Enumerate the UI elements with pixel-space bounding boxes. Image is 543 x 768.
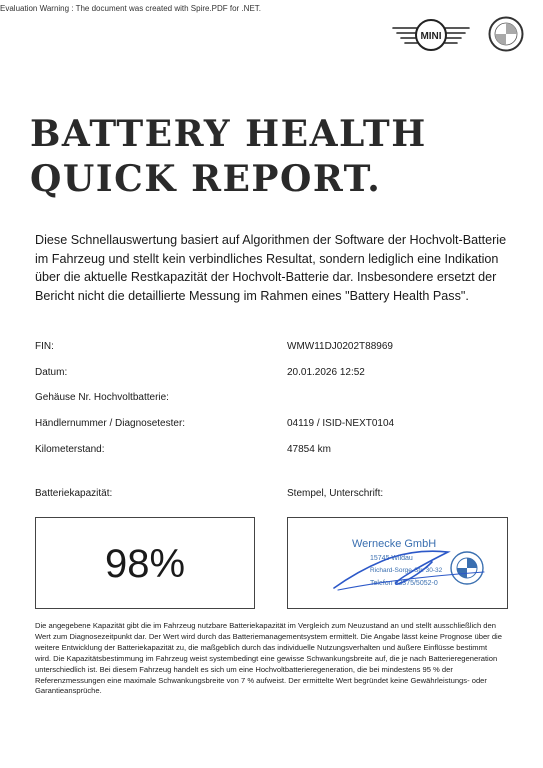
stamp-company: Wernecke GmbH	[352, 538, 437, 550]
disclaimer-paragraph: Die angegebene Kapazität gibt die im Fahrzeug nutzbare Batteriekapazität im Vergleich zum Neuzustand an und stellt ausschließlich den Wert zum Diagnosezeitpunkt dar. Der Wert wird durch das Batteriemanagementsystem ermittelt. Die Angabe lässt keine Prognose über die weitere Entwicklung der Batteriekapazität zu, die maßgeblich durch das individuelle Nutzungsverhalten und äußere Einflüsse bestimmt wird. Die Kapazitätsbestimmung im Fahrzeug weist systembedingt eine gewisse Schwankungsbreite auf, die je nach Batterieregeneration unterschiedlich ist. Bei diesem Fahrzeug handelt es sich um eine Hochvoltbatterieregeneration, die bei mindestens 95 % der Referenzmessungen eine maximale Schwankungsbreite von 7 % aufweist. Der ermittelte Wert begründet keine Gewährleistungs- oder Garantieansprüche.	[35, 621, 502, 696]
report-title	[30, 112, 427, 202]
info-label-fin: FIN:	[35, 341, 54, 352]
info-row-haendler	[35, 418, 515, 432]
info-label-km: Kilometerstand:	[35, 444, 105, 455]
info-value-haendler: 04119 / ISID-NEXT0104	[287, 418, 395, 429]
stamp-box	[287, 517, 508, 609]
info-value-datum: 20.01.2026 12:52	[287, 367, 365, 378]
bmw-roundel-logo-icon	[488, 16, 524, 52]
mini-wings-logo-icon	[391, 18, 471, 52]
report-title-line1: BATTERY HEALTH	[30, 113, 427, 155]
intro-paragraph: Diese Schnellauswertung basiert auf Algorithmen der Software der Hochvolt-Batterie im Fahrzeug und stellt kein verbindliches Resultat, sondern lediglich eine Indikation über die aktuelle Restkapazität der Hochvolt-Batterie dar. Insbesondere ersetzt der Bericht nicht die detaillierte Messung im Rahmen eines "Battery Health Pass".	[35, 233, 507, 303]
stamp-phone: Telefon 03375/5052-0	[370, 580, 438, 587]
stamp-postal: 15745 Wildau	[370, 555, 413, 562]
evaluation-warning: Evaluation Warning : The document was created with Spire.PDF for .NET.	[0, 4, 262, 13]
report-title-line2: QUICK REPORT.	[30, 158, 382, 200]
capacity-label: Batteriekapazität:	[35, 488, 113, 499]
info-value-fin: WMW11DJ0202T88969	[287, 341, 393, 352]
info-label-haendler: Händlernummer / Diagnosetester:	[35, 418, 186, 429]
capacity-box	[35, 517, 255, 609]
stamp-label: Stempel, Unterschrift:	[287, 488, 384, 499]
info-label-gehaeuse: Gehäuse Nr. Hochvoltbatterie:	[35, 392, 169, 403]
info-row-fin	[35, 341, 515, 355]
stamp-bmw-logo-icon	[451, 552, 483, 584]
capacity-value: 98%	[104, 542, 186, 586]
mini-logo-text: MINI	[420, 31, 442, 42]
info-value-km: 47854 km	[287, 444, 331, 455]
info-label-datum: Datum:	[35, 367, 68, 378]
dealer-stamp	[308, 528, 493, 600]
info-row-datum	[35, 367, 515, 381]
stamp-street: Richard-Sorge-Str. 30-32	[370, 567, 443, 574]
info-row-gehaeuse	[35, 392, 515, 406]
info-row-km	[35, 444, 515, 458]
